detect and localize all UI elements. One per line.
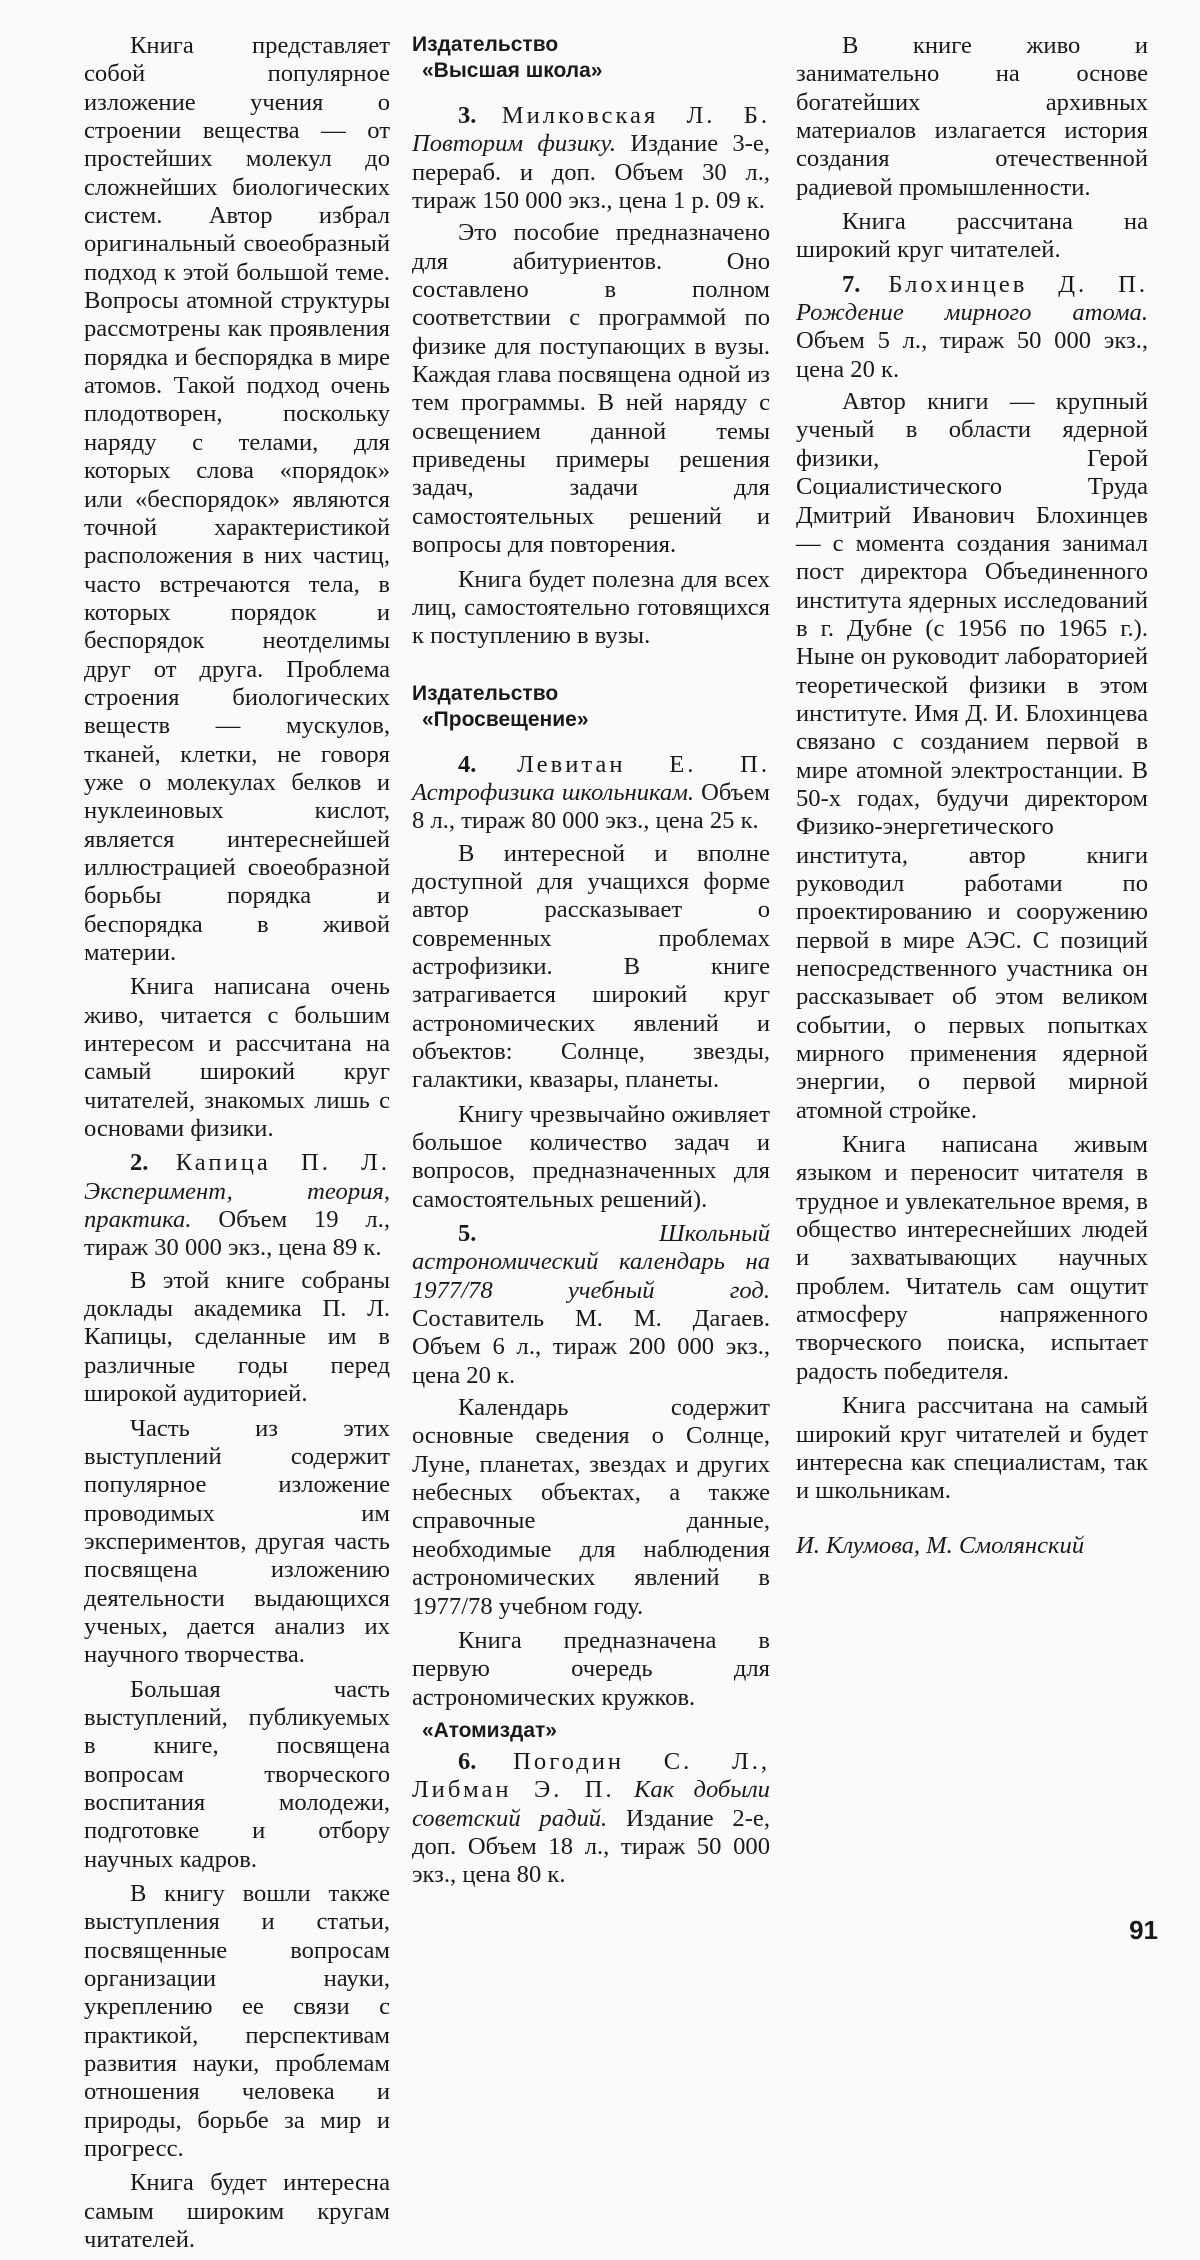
review-paragraph: В книге живо и занимательно на основе богатейших архивных материалов излагается история создания отечественной радиевой промышленности.: [796, 32, 1148, 201]
review-paragraph: Книгу чрезвычайно оживляет большое количество задач и вопросов, предназначенных для самостоятельных решений).: [412, 1100, 770, 1213]
review-paragraph: Книга рассчитана на широкий круг читателей.: [796, 208, 1148, 264]
column-middle: [412, 32, 770, 1894]
review-paragraph: Книга написана живым языком и переносит читателя в трудное и увлекательное время, в общество интереснейших людей и захватывающих научных проблем. Читатель сам ощутит атмосферу напряженного творческого поиска, испытает радость победителя.: [796, 1131, 1148, 1385]
review-paragraph: Книга будет полезна для всех лиц, самостоятельно готовящихся к поступлению в вузы.: [412, 565, 770, 650]
book-title: Рождение мирного атома.: [796, 299, 1148, 327]
book-entry-6: 6. Погодин С. Л., Либман Э. П. Как добыли советский радий. Издание 2-е, доп. Объем 18 л., тираж 50 000 экз., цена 80 к.: [412, 1747, 770, 1889]
book-details: Объем 8 л., тираж 80 000 экз., цена 25 к.: [412, 778, 770, 835]
review-paragraph: В книгу вошли также выступления и статьи, посвященные вопросам организации науки, укреплению ее связи с практикой, перспективам развития науки, проблемам отношения человека и природы, борьбе за мир и прогресс.: [84, 1880, 390, 2163]
column-left: [84, 32, 390, 2260]
book-details: Издание 2-е, доп. Объем 18 л., тираж 50 000 экз., цена 80 к.: [412, 1804, 770, 1889]
book-compiler: Составитель М. М. Дагаев.: [412, 1305, 770, 1333]
review-paragraph: Это пособие предназначено для абитуриентов. Оно составлено в полном соответствии с программой по физике для поступающих в вузы. Каждая глава посвящена одной из тем программы. В ней наряду с освещением данной темы приведены примеры решения задач, задачи для самостоятельных решений и вопросы для повторения.: [412, 219, 770, 559]
book-details: Издание 3-е, перераб. и доп. Объем 30 л., тираж 150 000 экз., цена 1 р. 09 к.: [412, 130, 770, 215]
review-paragraph: Календарь содержит основные сведения о Солнце, Луне, планетах, звездах и других небесных объектах, а также справочные данные, необходимые для наблюдения астрономических явлений в 1977/78 учебном году.: [412, 1394, 770, 1620]
book-author: Погодин С. Л., Либман Э. П.: [412, 1747, 770, 1804]
book-author: Левитан Е. П.: [517, 750, 770, 778]
review-paragraph: Книга будет интересна самым широким кругам читателей.: [84, 2169, 390, 2254]
book-title: Школьный астрономический календарь на 1977/78 учебный год.: [412, 1220, 770, 1304]
book-title: Эксперимент, теория, практика.: [84, 1177, 390, 1234]
review-paragraph: Книга представляет собой популярное изложение учения о строении вещества — от простейших молекул до сложнейших биологических систем. Автор избрал оригинальный своеобразный подход к этой большой теме. Вопросы атомной структуры рассмотрены как проявления порядка и беспорядка в мире атомов. Такой подход очень плодотворен, поскольку наряду с телами, для которых слова «порядок» или «беспорядок» являются точной характеристикой расположения в них частиц, часто встречаются тела, в которых порядок и беспорядок неотделимы друг от друга. Проблема строения биологических веществ — мускулов, тканей, клетки, не говоря уже о молекулах белков и нуклеиновых кислот, является интереснейшей иллюстрацией своеобразной борьбы порядка и беспорядка в живой материи.: [84, 32, 390, 966]
book-author: Капица П. Л.: [175, 1149, 390, 1177]
review-paragraph: Книга написана очень живо, читается с большим интересом и рассчитана на самый широкий круг читателей, знакомых лишь с основами физики.: [84, 973, 390, 1143]
book-entry-5: 5. Школьный астрономический календарь на 1977/78 учебный год. Составитель М. М. Дагаев. Объем 6 л., тираж 200 000 экз., цена 20 к.: [412, 1220, 770, 1389]
book-title: Повторим физику.: [412, 130, 617, 158]
review-signature: И. Клумова, М. Смолянский: [796, 1531, 1085, 1559]
book-entry-2: 2. Капица П. Л. Эксперимент, теория, практика. Объем 19 л., тираж 30 000 экз., цена 89 к.: [84, 1149, 390, 1262]
publisher-heading: Издательство «Просвещение»: [412, 681, 589, 731]
book-details: Объем 19 л., тираж 30 000 экз., цена 89 к.: [84, 1206, 390, 1262]
review-paragraph: Книга предназначена в первую очередь для астрономических кружков.: [412, 1626, 770, 1711]
review-paragraph: В этой книге собраны доклады академика П. Л. Капицы, сделанные им в различные годы перед широкой аудиторией.: [84, 1266, 390, 1408]
book-details: Объем 5 л., тираж 50 000 экз., цена 20 к.: [796, 327, 1148, 383]
publisher-heading: Издательство «Высшая школа»: [412, 33, 603, 82]
book-author: Милковская Л. Б.: [501, 102, 770, 129]
review-paragraph: Автор книги — крупный ученый в области ядерной физики, Герой Социалистического Труда Дмитрий Иванович Блохинцев — с момента создания занимал пост директора Объединенного института ядерных исследований в г. Дубне (с 1956 по 1965 г.). Ныне он руководит лабораторией теоретической физики в этом институте. Имя Д. И. Блохинцева связано с созданием первой в мире атомной электростанции. В 50-х годах, будучи директором Физико-энергетического института, автор книги руководил работами по проектированию и сооружению первой в мире АЭС. С позиций непосредственного участника он рассказывает об этом великом событии, о первых попытках мирного применения ядерной энергии, о первой мирной атомной стройке.: [796, 388, 1148, 1124]
book-title: Как добыли советский радий.: [412, 1776, 770, 1832]
book-entry-4: 4. Левитан Е. П. Астрофизика школьникам. Объем 8 л., тираж 80 000 экз., цена 25 к.: [412, 750, 770, 835]
review-paragraph: Часть из этих выступлений содержит популярное изложение проводимых им экспериментов, другая часть посвящена изложению деятельности выдающихся ученых, дается анализ их научного творчества.: [84, 1414, 390, 1669]
review-paragraph: Книга рассчитана на самый широкий круг читателей и будет интересна как специалистам, так и школьникам.: [796, 1392, 1148, 1505]
book-author: Блохинцев Д. П.: [888, 270, 1148, 298]
publisher-heading: «Атомиздат»: [422, 1718, 557, 1742]
page-number: 91: [1129, 1915, 1158, 1945]
review-paragraph: Большая часть выступлений, публикуемых в книге, посвящена вопросам творческого воспитания молодежи, подготовке и отбору научных кадров.: [84, 1675, 390, 1873]
book-title: Астрофизика школьникам.: [412, 778, 695, 806]
book-entry-3: 3. Милковская Л. Б. Повторим физику. Издание 3-е, перераб. и доп. Объем 30 л., тираж 150 000 экз., цена 1 р. 09 к.: [412, 102, 770, 215]
book-entry-7: 7. Блохинцев Д. П. Рождение мирного атома. Объем 5 л., тираж 50 000 экз., цена 20 к.: [796, 270, 1148, 383]
book-details: Объем 6 л., тираж 200 000 экз., цена 20 к.: [412, 1333, 770, 1389]
column-right: [796, 32, 1148, 1566]
review-paragraph: В интересной и вполне доступной для учащихся форме автор рассказывает о современных проблемах астрофизики. В книге затрагивается широкий круг астрономических явлений и объектов: Солнце, звезды, галактики, квазары, планеты.: [412, 839, 770, 1094]
